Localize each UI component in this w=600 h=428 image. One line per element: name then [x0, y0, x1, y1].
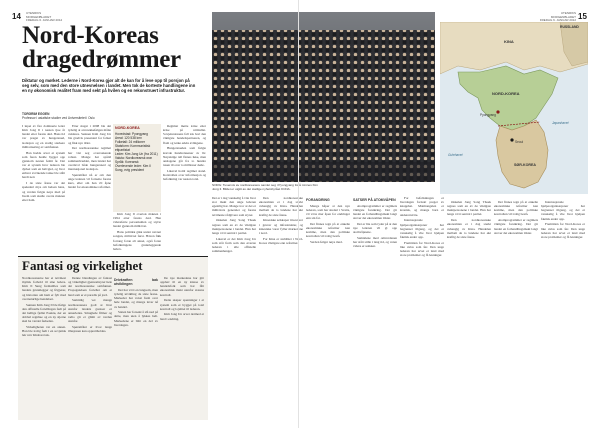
map-label-south-korea: SØR-KOREA	[514, 163, 536, 167]
paragraph: Kim Jong Il overtok makten i 1994 etter farens død. Han videreførte personkulten og styrte landet gjennom militæret.	[113, 212, 161, 229]
paragraph: Den nordkoreanske økonomien er i dag sterkt avhengig av Kina. Handelen mellom de to landene har økt kraftig de siste årene.	[259, 196, 303, 217]
body-column-4	[163, 124, 206, 252]
right-body-column-2	[259, 196, 303, 420]
running-head-date: FREDAG 6. JANUAR 2012	[26, 18, 63, 23]
map-label-yellow-sea: Gulehavet	[448, 153, 463, 157]
factbox-line: Statsform: Kommunistisk ettpartistat	[115, 143, 151, 152]
paragraph: Den nordkoreanske økonomien er i dag sterkt avhengig av Kina. Handelen mellom de to landene har økt kraftig de siste årene.	[447, 218, 491, 239]
korea-map-graphic	[440, 22, 588, 194]
fantasy-column-2	[68, 276, 112, 416]
subheading: Drivkraften bak utviklingen	[114, 278, 158, 287]
map-label-sea-of-japan: Japanhavet	[552, 121, 569, 125]
paragraph: Etter slaget i 2008 ble det tydelig at arverekkefølgen måtte avklares. Sønnen Kim Jong Un ble gradvis presentert for folket og fikk nye titler.	[68, 124, 111, 145]
paragraph: Onkelen Jang Song Thaek regnes som en av de viktigste maktpersonene i landet. Han har lenge vært sentral i partiet.	[212, 218, 256, 235]
paragraph: Spørsmålet er hvor lenge illusjonen kan opprettholdes.	[68, 324, 112, 334]
paragraph: Det er i dag vanskelig å vite hvor stor makt den unge lederen egentlig har. Mange tror at det er militærets generaler og farens nærmeste rådgivere som styrer.	[212, 196, 256, 217]
paragraph: I de siste årene var det spekulert mye om helsen hans, og verden fulgte nøye med på hvem som skulle overta makten etter ham.	[22, 181, 65, 202]
korea-map	[440, 22, 588, 194]
paragraph: Kinesiske selskaper investerer i gruver og infrastruktur, og kinesiske varer fyller markedene i nord.	[259, 218, 303, 235]
fantasy-title: Fantasi og virkelighet	[22, 258, 143, 273]
photo-caption: SORG: Tusenvis av nordkoreanere samlet seg i Pyongyang for å minnes Kim Jong Il. Bildet er utgitt av det statlige nyhetsbyrået KCNA.	[212, 183, 318, 191]
factbox-line: Folketall: 24 millioner	[115, 139, 145, 144]
divider	[18, 256, 208, 257]
paragraph: Samtalene med omverdenen har stått stille i lang tid, og veien videre er usikker.	[353, 236, 397, 249]
factbox-line: Hovedstad: Pyongyang	[115, 131, 148, 136]
byline	[22, 112, 198, 120]
crowd-photo-graphic	[212, 12, 435, 182]
paragraph: Internasjonale hjelpeorganisasjoner har begrenset tilgang, og det er vanskelig å vite hvor hjelpen faktisk ender opp.	[400, 218, 444, 239]
body-column-2	[68, 124, 111, 252]
paragraph: Spørsmålet nå er om den unge lederen vil fortsette farens kurs, eller om han vil åpne landet for økonomiske reformer.	[68, 172, 111, 190]
factbox-line: Valuta: Nordkoreansk won	[115, 156, 153, 161]
lead-paragraph: Diktatur og mørket. Lederne i Nord-Korea gjør alt de kan for å leve opp til porsjon på seg selv, som med den store utnevnelsen i landet. Men tok de korteste handlingene inn en ny økonomisk realitet fram med sekt på hvilen og en rekonstruert infrastruktur.	[22, 78, 196, 94]
paragraph: Det nordkoreanske regimet har vist seg overraskende robust. Mange har spådd sammenbruddet, men landet har overlevd både hungersnød og internasjonal isolasjon.	[68, 146, 111, 172]
paragraph: Atomprogrammet er regimets viktigste forsikring. Det gir landet en forhandlingsmakt langt utover det økonomien tilsier.	[494, 218, 538, 235]
factbox-north-korea	[113, 124, 161, 212]
running-head-section: UTENRIKS	[560, 11, 576, 15]
right-body-column-5	[400, 196, 444, 420]
factbox-line: Språk: Koreansk	[115, 160, 139, 165]
map-label-north-korea: NORD-KOREA	[492, 91, 520, 96]
paragraph: I løpet av fire dominerte leder Kim Jong Il i nesten tjue år landet etter farens død. Hans tid var preget av hungersnød, isolasjon og en stadig sterkere militarisering av samfunnet.	[22, 124, 65, 149]
paragraph: Sønnen Kim Jong Il ble ifølge den offisielle fortellingen født på det hellige fjellet Paektu, der en dobbel regnbue og en ny stjerne skal ha varslet fødselen.	[22, 302, 66, 324]
paragraph: Atomprogrammet er regimets viktigste forsikring. Det gir landet en forhandlingsmakt langt utover det økonomien tilsier.	[353, 203, 397, 221]
body-column-3	[113, 212, 161, 252]
body-column-1	[22, 124, 65, 252]
running-head-section: UTENRIKS	[26, 11, 42, 15]
paragraph: Staten har forsøkt å slå ned på dette, men uten å lykkes helt. Markedene er blitt en del av hverdagen.	[114, 310, 158, 327]
paragraph: Fremtiden for Nord-Korea er like uviss som før. Den unge lederen har arvet et land med store problemer og få løsninger.	[541, 222, 585, 239]
paragraph: Samtidig vet mange nordkoreanere godt at livet utenfor landets grenser er annerledes. Smuglede filmer og radio gir et glimt av verden utenfor.	[68, 298, 112, 324]
running-head-date: FREDAG 6. JANUAR 2012	[539, 18, 576, 23]
byline-name: TORGRIM EGGEN	[22, 112, 50, 116]
right-page-number: 15	[578, 12, 587, 21]
running-head-paper: MORGENBLADET	[26, 14, 52, 19]
map-label-seoul: Seoul	[515, 140, 524, 144]
crowd-photo	[212, 12, 435, 182]
headline-line-1: Nord-Koreas	[22, 22, 159, 49]
paragraph: Hans politikk gikk under navnet songun, militæret først. Hæren fikk forrang foran alt annet, også foran befolkningens grunnleggende behov.	[113, 230, 161, 251]
paragraph: Internasjonale hjelpeorganisasjoner har begrenset tilgang, og det er vanskelig å vite hvor hjelpen faktisk ender opp.	[541, 200, 585, 221]
paragraph: Likevel er det Kim Jong Un som står frem som den øverste lederen i alle offisielle sammenhenger.	[212, 236, 256, 254]
paragraph: Kim Jong Un arver dermed et land i endring.	[160, 312, 204, 321]
paragraph: Det har vært en langsom, men tydelig utvikling de siste årene. Markeder har vokst frem over hele landet, og mange lever nå av handel.	[114, 287, 158, 309]
right-body-column-8	[541, 200, 585, 420]
headline-line-2: dragedrømmer	[22, 46, 181, 73]
paragraph: Mange håper at den nye lederen, som har studert i Sveits, vil være mer åpen for endringer enn sin far.	[306, 203, 350, 221]
headline	[22, 24, 182, 72]
running-head-paper: MORGENBLADET	[550, 14, 576, 19]
paragraph: Han hadde arvet et system som faren hadde bygget opp gjennom nesten femti år. Det var et system hvor lederen ble dyrket som en halvgud, og hvor enhver avvikende tanke ble slått hardt ned.	[22, 150, 65, 180]
paragraph: Likevel holdt regimet stand. Kontrollen over informasjon og befolkning var nesten total.	[163, 168, 206, 182]
byline-role: Professor i asiatiske studier ved Universitetet i Oslo	[22, 116, 95, 120]
paragraph: Nordkoreanerne har et nærmest mytisk forhold til sine ledere. Kim Il Sung fremstilles som landets grunnlegger og frigjører, og historien om ham er fylt med overnaturlige hendelser.	[22, 276, 66, 301]
right-body-column-6	[447, 200, 491, 420]
paragraph: Verden følger nøye med.	[310, 240, 343, 245]
subheading: FORANDRING	[306, 198, 330, 202]
paragraph: For Kina er stabilitet i Nord-Korea viktigere enn reformer.	[259, 236, 303, 245]
factbox-line: Overlevende leder: Kim Il Sung, evig president	[115, 164, 151, 173]
paragraph: De nye markedene har gitt opphav til en ny klasse av handelsfolk som har fått økonomisk makt utenfor statens kontroll.	[160, 276, 204, 297]
left-page-number: 14	[12, 12, 21, 21]
paragraph: Dette skaper spenninger i et system som er bygget på total kontroll og lojalitet til lederen.	[160, 298, 204, 311]
paragraph: Fremtiden for Nord-Korea er like uviss som før. Den unge lederen har arvet et land med store problemer og få løsninger.	[400, 240, 444, 258]
map-label-china: KINA	[504, 39, 514, 44]
paragraph: Regimet møtte krise etter krise på nittitallet. Sovjetunionens fall tok bort den viktigste handelspartneren, og flom og tørke ødela avlingene.	[163, 124, 206, 145]
right-body-column-1	[212, 196, 256, 420]
map-label-russia: RUSSLAND	[560, 25, 579, 29]
factbox-line: Areal: 120 538 km²	[115, 135, 142, 140]
paragraph: Det finnes tegn på at enkelte økonomiske reformer kan komme, men den politiske kontrollen vil trolig bestå.	[494, 200, 538, 217]
factbox-line: Leder: Kim Jong Un (fra 2011)	[115, 152, 158, 157]
map-label-pyongyang: Pyongyang	[480, 113, 496, 117]
paragraph: Onkelen Jang Song Thaek regnes som en av de viktigste maktpersonene i landet. Han har lenge vært sentral i partiet.	[447, 200, 491, 217]
paragraph: Hungersnøden som fulgte krevde hundretusener av liv. Nøyaktige tall finnes ikke, men anslagene går fra to hundre tusen til over to millioner døde.	[163, 146, 206, 167]
right-body-column-7	[494, 200, 538, 420]
fantasy-column-1	[22, 276, 66, 416]
fantasy-column-4	[160, 276, 204, 416]
paragraph: Virkeligheten var en annen. Han ble trolig født i en sovjetisk leir nær Khabarovsk.	[22, 324, 66, 338]
subheading: SATSER PÅ ATOMVÅPEN	[353, 198, 396, 202]
page-fold	[298, 0, 299, 428]
right-body-column-3	[306, 196, 350, 420]
right-body-column-4	[353, 196, 397, 420]
fantasy-column-3	[114, 276, 158, 416]
paragraph: Det er lite som tyder på at den nye lederen vil gi opp atomvåpnene.	[353, 221, 397, 235]
paragraph: Denne blandingen av fantasi og virkelighet gjennomsyrer hele det nordkoreanske samfunnet. Propagandaen forteller om et land som er et paradis på jord.	[68, 276, 112, 297]
paragraph: For befolkningen er hverdagen fortsatt preget av knapphet. Matmangelen er kronisk, og mange barn er underernærte.	[400, 196, 444, 217]
factbox-title: NORD-KOREA	[115, 126, 140, 130]
paragraph: Det finnes tegn på at enkelte økonomiske reformer kan komme, men den politiske kontrollen vil trolig bestå.	[306, 221, 350, 239]
